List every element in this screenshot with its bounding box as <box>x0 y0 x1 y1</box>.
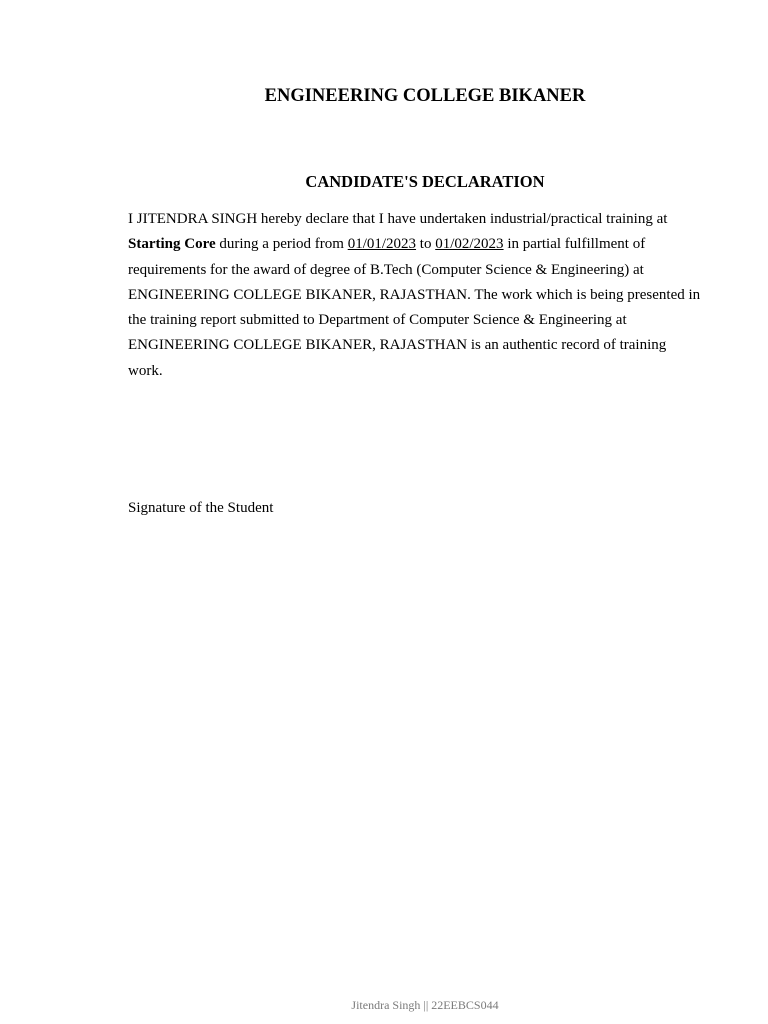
company-name: Starting Core <box>128 236 216 253</box>
declaration-title: CANDIDATE'S DECLARATION <box>305 172 545 191</box>
period-text: during a period from <box>215 236 348 253</box>
college-title: ENGINEERING COLLEGE BIKANER <box>264 86 586 106</box>
page-footer: Jitendra Singh || 22EEBCS044 <box>351 998 499 1012</box>
date-from: 01/01/2023 <box>347 236 417 253</box>
to-word: to <box>416 236 436 253</box>
declaration-line-3: requirements for the award of degree of B.Tech (Computer Science & Engineering) at <box>128 261 644 278</box>
declaration-line-6: ENGINEERING COLLEGE BIKANER, RAJASTHAN is an authentic record of training <box>128 337 667 354</box>
declaration-paragraph <box>128 207 728 384</box>
date-to: 01/02/2023 <box>435 236 504 253</box>
line-2-end: in partial fulfillment of <box>503 236 646 253</box>
signature-label: Signature of the Student <box>128 500 274 516</box>
declaration-line-4: ENGINEERING COLLEGE BIKANER, RAJASTHAN. The work which is being presented in <box>128 286 701 303</box>
declaration-line-7: work. <box>128 362 163 379</box>
declaration-line-2 <box>128 232 728 257</box>
declaration-line-5: the training report submitted to Department of Computer Science & Engineering at <box>128 312 627 329</box>
declaration-line-1: I JITENDRA SINGH hereby declare that I have undertaken industrial/practical training at <box>128 211 668 227</box>
